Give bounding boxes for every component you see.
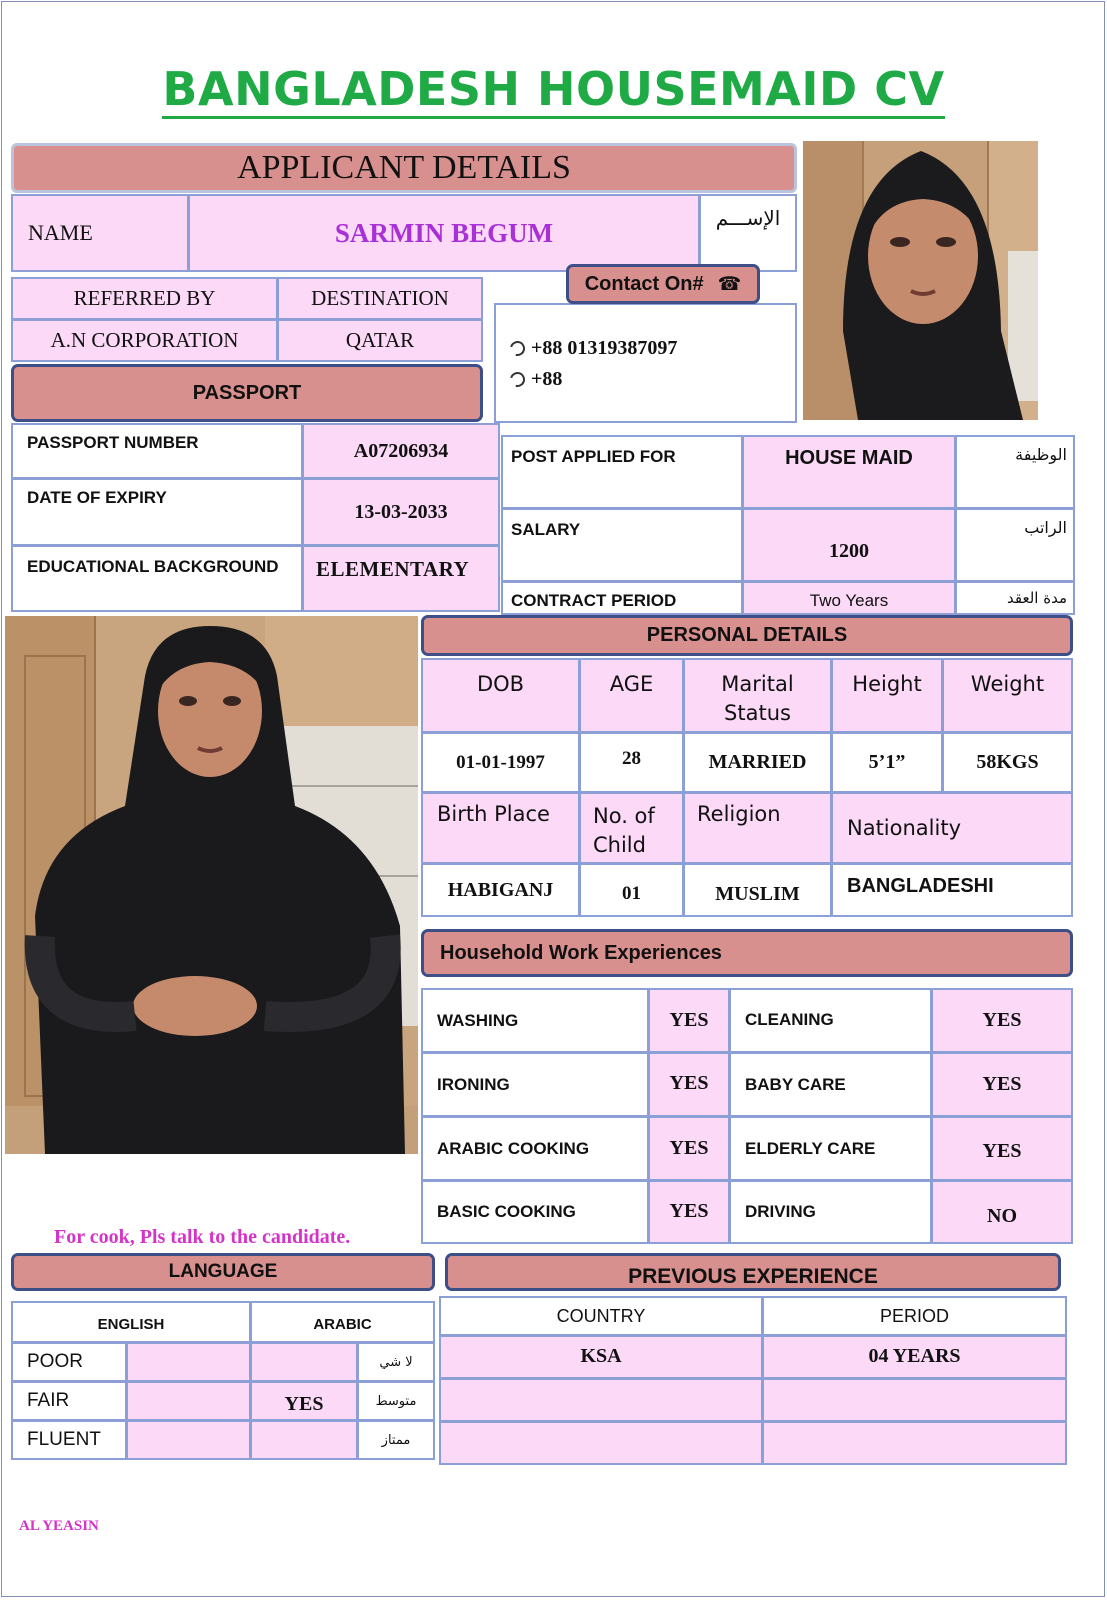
language-title: LANGUAGE bbox=[168, 1261, 278, 1282]
applicant-portrait-photo bbox=[803, 141, 1038, 420]
referred-by-label: REFERRED BY bbox=[73, 286, 216, 310]
language-level: POOR bbox=[27, 1351, 83, 1372]
household-row-label bbox=[729, 1116, 932, 1181]
post-label-ar: الوظيفة bbox=[1015, 445, 1067, 464]
salary-label: SALARY bbox=[511, 520, 581, 539]
telephone-icon: ☎ bbox=[717, 273, 742, 295]
birthplace-label: Birth Place bbox=[437, 802, 550, 826]
household-row-label bbox=[421, 1116, 649, 1181]
birthplace-value-cell bbox=[421, 863, 580, 917]
arabic-value-cell bbox=[250, 1381, 358, 1421]
household-title: Household Work Experiences bbox=[440, 941, 722, 964]
household-row-label bbox=[421, 988, 649, 1053]
applicant-full-photo bbox=[5, 616, 418, 1154]
english-value-cell bbox=[126, 1420, 251, 1460]
english-value-cell bbox=[126, 1342, 251, 1382]
expiry-value-cell bbox=[302, 478, 500, 546]
nationality-label: Nationality bbox=[847, 816, 962, 840]
height-value: 5’1” bbox=[868, 751, 906, 773]
period-label: PERIOD bbox=[879, 1305, 949, 1326]
post-value: HOUSE MAID bbox=[785, 447, 913, 469]
weight-value-cell bbox=[942, 732, 1073, 793]
contract-label-ar-cell bbox=[955, 581, 1075, 615]
referred-by-value-cell bbox=[11, 319, 278, 362]
cook-note: For cook, Pls talk to the candidate. bbox=[54, 1226, 351, 1248]
passport-number-label: PASSPORT NUMBER bbox=[27, 433, 199, 452]
salary-value-cell bbox=[742, 508, 956, 582]
expiry-value: 13-03-2033 bbox=[354, 500, 448, 523]
language-header bbox=[11, 1253, 435, 1291]
education-label: EDUCATIONAL BACKGROUND bbox=[27, 557, 279, 576]
dob-label-cell bbox=[421, 658, 580, 733]
post-label: POST APPLIED FOR bbox=[511, 447, 676, 466]
language-level-ar: لا شي bbox=[379, 1354, 413, 1370]
birthplace-label-cell bbox=[421, 792, 580, 864]
phone-line-1 bbox=[510, 337, 677, 360]
household-row-value bbox=[931, 1052, 1073, 1117]
household-item-label: ELDERLY CARE bbox=[745, 1138, 876, 1158]
previous-country-cell bbox=[439, 1421, 763, 1465]
phone-line-2 bbox=[510, 368, 562, 391]
post-label-ar-cell bbox=[955, 435, 1075, 509]
name-label: NAME bbox=[28, 220, 93, 245]
contract-label-ar: مدة العقد bbox=[1007, 589, 1067, 607]
page-title: BANGLADESH HOUSEMAID CV bbox=[0, 62, 1107, 116]
children-label-cell bbox=[579, 792, 684, 864]
household-item-value: YES bbox=[669, 1009, 709, 1031]
language-level-cell bbox=[11, 1420, 127, 1460]
nationality-label-cell bbox=[831, 792, 1073, 864]
name-label-ar-cell bbox=[699, 194, 797, 272]
applicant-details-title: APPLICANT DETAILS bbox=[237, 149, 571, 186]
nationality-value-cell bbox=[831, 863, 1073, 917]
household-row-value bbox=[931, 988, 1073, 1053]
age-label-cell bbox=[579, 658, 684, 733]
referred-by-value: A.N CORPORATION bbox=[50, 328, 239, 352]
applicant-details-header bbox=[11, 143, 797, 193]
household-row-label bbox=[729, 988, 932, 1053]
dob-value: 01-01-1997 bbox=[456, 751, 545, 773]
name-value: SARMIN BEGUM bbox=[334, 217, 554, 248]
previous-period: 04 YEARS bbox=[868, 1345, 961, 1367]
name-value-cell bbox=[188, 194, 700, 272]
household-row-value bbox=[648, 1180, 730, 1244]
passport-header bbox=[11, 364, 483, 422]
household-item-value: YES bbox=[669, 1137, 709, 1159]
religion-value-cell bbox=[683, 863, 832, 917]
previous-period-cell bbox=[762, 1378, 1067, 1422]
household-item-label: BABY CARE bbox=[745, 1074, 846, 1094]
language-level-ar-cell bbox=[357, 1381, 435, 1421]
language-level-cell bbox=[11, 1381, 127, 1421]
english-header-cell bbox=[11, 1301, 251, 1343]
household-item-label: DRIVING bbox=[745, 1202, 816, 1221]
contract-label: CONTRACT PERIOD bbox=[511, 591, 677, 610]
household-row-value bbox=[931, 1180, 1073, 1244]
passport-number-label-cell bbox=[11, 423, 303, 479]
age-value: 28 bbox=[622, 748, 641, 769]
children-value: 01 bbox=[622, 883, 641, 904]
marital-label-cell bbox=[683, 658, 832, 733]
passport-title: PASSPORT bbox=[192, 381, 302, 404]
country-label: COUNTRY bbox=[556, 1305, 646, 1326]
language-level-ar-cell bbox=[357, 1342, 435, 1382]
period-header-cell bbox=[762, 1296, 1067, 1336]
education-value: ELEMENTARY bbox=[316, 557, 470, 581]
nationality-value: BANGLADESHI bbox=[847, 875, 994, 897]
household-item-label: BASIC COOKING bbox=[437, 1202, 576, 1221]
household-row-value bbox=[648, 1116, 730, 1181]
footer-agency: AL YEASIN bbox=[19, 1518, 99, 1534]
english-value-cell bbox=[126, 1381, 251, 1421]
household-row-value bbox=[931, 1116, 1073, 1181]
previous-country-cell bbox=[439, 1335, 763, 1379]
language-level: FLUENT bbox=[27, 1429, 101, 1450]
contract-value-cell bbox=[742, 581, 956, 615]
household-row-label bbox=[729, 1180, 932, 1244]
passport-number-value: A07206934 bbox=[353, 439, 449, 462]
weight-label: Weight bbox=[970, 672, 1045, 696]
language-level-ar: متوسط bbox=[375, 1393, 417, 1409]
dob-label: DOB bbox=[476, 672, 525, 696]
previous-experience-header bbox=[445, 1253, 1061, 1291]
household-item-value: YES bbox=[982, 1140, 1022, 1162]
birthplace-value: HABIGANJ bbox=[447, 878, 554, 901]
phone-handset-icon bbox=[507, 369, 527, 389]
language-level-cell bbox=[11, 1342, 127, 1382]
post-value-cell bbox=[742, 435, 956, 509]
household-item-value: YES bbox=[982, 1073, 1022, 1095]
contact-header bbox=[566, 264, 760, 304]
english-label: ENGLISH bbox=[97, 1315, 165, 1333]
language-level: FAIR bbox=[27, 1390, 70, 1411]
religion-label-cell bbox=[683, 792, 832, 864]
name-label-ar: الإســـم bbox=[715, 206, 781, 230]
household-item-value: YES bbox=[982, 1009, 1022, 1031]
household-header bbox=[421, 929, 1073, 977]
weight-label-cell bbox=[942, 658, 1073, 733]
personal-details-title: PERSONAL DETAILS bbox=[646, 624, 848, 646]
language-level-ar-cell bbox=[357, 1420, 435, 1460]
household-row-label bbox=[729, 1052, 932, 1117]
children-label: No. of Child bbox=[593, 804, 655, 857]
country-header-cell bbox=[439, 1296, 763, 1336]
destination-value-cell bbox=[277, 319, 483, 362]
religion-value: MUSLIM bbox=[715, 882, 800, 905]
education-value-cell bbox=[302, 545, 500, 612]
salary-label-ar: الراتب bbox=[1024, 518, 1067, 537]
salary-label-ar-cell bbox=[955, 508, 1075, 582]
phone-2: +88 bbox=[531, 368, 563, 390]
destination-label-cell bbox=[277, 277, 483, 320]
arabic-label: ARABIC bbox=[313, 1315, 372, 1333]
personal-details-header bbox=[421, 615, 1073, 656]
full-photo-drawing bbox=[5, 616, 418, 1154]
name-label-cell bbox=[11, 194, 189, 272]
marital-label: Marital Status bbox=[721, 672, 794, 725]
household-item-label: ARABIC COOKING bbox=[437, 1138, 590, 1158]
portrait-drawing bbox=[803, 141, 1038, 420]
household-item-label: IRONING bbox=[437, 1074, 510, 1094]
dob-value-cell bbox=[421, 732, 580, 793]
household-row-value bbox=[648, 1052, 730, 1117]
previous-experience-title: PREVIOUS EXPERIENCE bbox=[628, 1265, 878, 1288]
household-item-value: YES bbox=[669, 1200, 709, 1222]
destination-value: QATAR bbox=[345, 328, 415, 352]
household-item-label: WASHING bbox=[437, 1010, 519, 1030]
household-item-value: NO bbox=[987, 1204, 1017, 1227]
previous-period-cell bbox=[762, 1421, 1067, 1465]
marital-value-cell bbox=[683, 732, 832, 793]
contract-value: Two Years bbox=[809, 591, 889, 610]
arabic-header-cell bbox=[250, 1301, 435, 1343]
age-value-cell bbox=[579, 732, 684, 793]
salary-label-cell bbox=[501, 508, 743, 582]
household-row-label bbox=[421, 1180, 649, 1244]
education-label-cell bbox=[11, 545, 303, 612]
passport-number-value-cell bbox=[302, 423, 500, 479]
previous-country: KSA bbox=[580, 1345, 622, 1367]
previous-country-cell bbox=[439, 1378, 763, 1422]
arabic-value: YES bbox=[284, 1392, 324, 1415]
height-label: Height bbox=[852, 672, 922, 696]
expiry-label: DATE OF EXPIRY bbox=[27, 488, 167, 507]
expiry-label-cell bbox=[11, 478, 303, 546]
salary-value: 1200 bbox=[829, 539, 869, 562]
previous-period-cell bbox=[762, 1335, 1067, 1379]
height-label-cell bbox=[831, 658, 943, 733]
contact-title: Contact On# bbox=[584, 272, 704, 295]
religion-label: Religion bbox=[697, 802, 781, 826]
destination-label: DESTINATION bbox=[311, 286, 449, 310]
post-label-cell bbox=[501, 435, 743, 509]
phone-1: +88 01319387097 bbox=[531, 337, 678, 359]
household-row-value bbox=[648, 988, 730, 1053]
household-item-label: CLEANING bbox=[745, 1010, 834, 1029]
contract-label-cell bbox=[501, 581, 743, 615]
arabic-value-cell bbox=[250, 1342, 358, 1382]
marital-value: MARRIED bbox=[708, 751, 807, 773]
phone-handset-icon bbox=[507, 338, 527, 358]
height-value-cell bbox=[831, 732, 943, 793]
children-value-cell bbox=[579, 863, 684, 917]
language-level-ar: ممتاز bbox=[381, 1432, 411, 1448]
weight-value: 58KGS bbox=[976, 751, 1039, 773]
age-label: AGE bbox=[609, 672, 654, 696]
referred-by-label-cell bbox=[11, 277, 278, 320]
arabic-value-cell bbox=[250, 1420, 358, 1460]
contact-box bbox=[494, 303, 797, 423]
household-row-label bbox=[421, 1052, 649, 1117]
household-item-value: YES bbox=[669, 1072, 709, 1094]
